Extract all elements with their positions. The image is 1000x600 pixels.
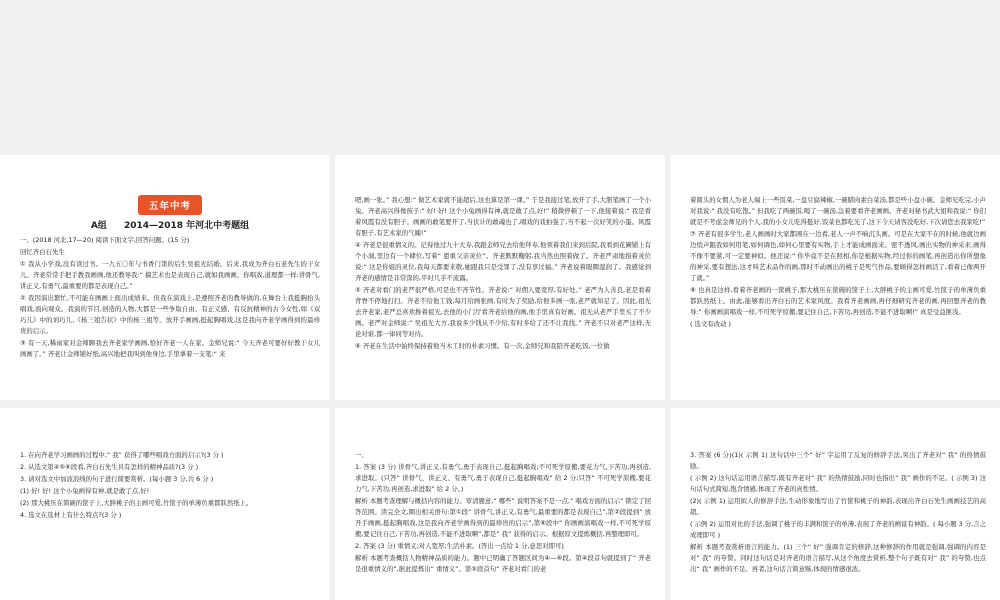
article-paragraph-6-cont: 着圆头的女佣人为老人端上一些饭菜,一盘豆腐辣椒,一碗腊肉素白菜汤,都是些小盘小碗。金师兄吃完,小声对我说:“ 我没有吃饱。” 但我吃了两碗饭,喝了一碗汤,急着要看齐老画画。齐老对秘书武大姐和我说:“ 你们就是不考虑金师兄的个人,我的小女儿吃得挺好,饭菜也都吃光了,这下今天请客没吃好,下次请您去我家吃!” — [690, 196, 986, 227]
question-3-2: (2) 那大桃压在简碗的筐子上,大胖桃子的主画可爱,竹筐子的单薄负重都跃然纸上。 — [20, 499, 253, 508]
page-top-left — [0, 155, 330, 400]
answer-2: 2. 答案 (3 分) 重情义;对人宽厚;生活朴素。(答出一点给 1 分,意思对即可) — [355, 542, 564, 551]
answer-section-label: 一、 — [355, 451, 368, 459]
page-top-right — [670, 155, 1000, 400]
article-paragraph-7: ⑦ 齐老有很多学生,老人画画时大家都围在一边看,老人一声不响沉头画。可是在大家不在的时候,他就边画边悄声跟我如何用笔,如何调色,如何心里要有实物,手上才能成画面来。密不透风,画出实物的神采来,画得不像不要紧,可一定要神似。他还说:“ 你毕竟不是在照相,你是根据实物,经过你的画笔,再创造出你所想象的神采,要有想法,这才叫艺术品作的画,那时不动画出的桃子是死气作品,要顾得怎样画活了,看着已像两开了就。” — [690, 230, 986, 283]
article-paragraph-2: ② 我因演出繁忙,不可能在画画上面出成绩来。但我在演戏上,是遵照齐老的教导做的,在舞台上我挺胸抬头唱戏,面向观众。我演的节目,创造的人物,大都是一些争取自由、有正义感、有反抗精神的古今女性,如《双巧儿》中的刘巧儿,《杨三姐告状》中的杨三姐等。放开手画画,挺起胸唱戏,这是我向齐老学画得到的最珍贵的启示。 — [20, 294, 320, 336]
section-badge: 五年中考 — [138, 195, 202, 215]
page-bottom-middle — [335, 408, 665, 600]
analysis-2: 解析 本题考查概括人物精神品质的能力。题中已明确了答题区间为④—⑥段。第④段首句就提到了“ 齐老是很重情义的”,据此提炼出“ 重情义”。第⑤段首句“ 齐老对看门的老 — [355, 554, 651, 574]
article-paragraph-8: ⑧ 也真是这样,看着齐老画的一筐桃子,那大桃压在筐碗的筐子上,大胖桃子的主画可爱,竹筐子的单薄负重都跃然纸上。由此,能够看出齐白石的艺术家风度。我看齐老画画,再仔细研究齐老的画,再回想齐老的教导:“ 你画画演唱戏一样,不可死学原搬,要记住自己,下苦功,再创造,不能不进取啊!” 真是受益匪浅。 — [690, 286, 986, 317]
article-paragraph-4: ④ 齐老是很重情义的。记得他过九十大寿,我跟金师兄去给他拜寿,他领着我们来到后院,我看到花圃铺上有个小洞,里边有一个肆位,写着“ 恩重父亲灵位”。齐老默默鞠躬,我当然也照着做了。齐老严肃地指着灵位说:“ 这是你姐的灵位,我每天都要来敬,她跟我只是受罪了,没有享过福。” 齐老说着眼圈湿润了。我感觉到齐老的感情是非常深的,平时几乎不流露。 — [355, 241, 651, 283]
answer-3-part-2-example-2: ( 示例 2) 运用对比的手法,强调了桃子的丰满和筐子的单薄,表现了齐老的画富有神韵。( 每小题 3 分,言之成理即可 ) — [690, 520, 986, 540]
analysis-1: 解析 本题考查理解与概括内容的能力。审清题意,“ 哪些” 说明答案不是一点,“ 唱戏方面的启示” 锁定了回答范围。读完全文,圈出相关语句:第①段“ 讲骨气,讲正义,有勇气,最重要的都是表现自己”,第②段提到“ 放开手画画,挺起胸唱戏,这是我向齐老学画得到的最珍贵的启示”,第⑧段中“ 你画画演唱戏一样,不可死学原搬,要记住自己,下苦功,再创造,不能不进取啊”,都是“ 我” 获得的启示。根据原文提炼概括,再整理即可。 — [355, 497, 651, 539]
page-bottom-right — [670, 408, 1000, 600]
article-title: 回忆齐白石先生 — [20, 248, 65, 257]
group-title — [20, 218, 320, 231]
answer-3: 3. 答案 (6 分)(1)( 示例 1) 这句话中三个“ 好” 字运用了反复的修辞手法,突出了齐老对“ 我” 的热情鼓励。 — [690, 451, 986, 471]
article-paragraph-6: ⑥ 齐老在生活中始终保持着他当木工时的朴素习惯。有一次,金师兄和我陪齐老吃饭,一位做 — [355, 342, 610, 351]
question-intro: 一、(2018 河北,17—20) 阅读下面文字,回答问题。(15 分) — [20, 236, 190, 244]
page-bottom-left — [0, 408, 330, 600]
question-3-1: (1) 好! 好! 这个小兔画得有神,就是敢了点,好! — [20, 487, 150, 496]
answer-1: 1. 答案 (3 分) 讲骨气,讲正义,有勇气,勇于表现自己,挺起胸唱戏;不可死学原搬,要花力气,下苦功,再创造,求进取。(只答“ 讲骨气、讲正义、有勇气,勇于表现自己,挺起胸唱戏” 给 2 分;只答“ 不可死学原搬,要花力气,下苦功,再创造,求进取” 给 2 分。) — [355, 463, 651, 494]
group-label: A组 — [90, 221, 107, 231]
question-4: 4. 选文在选材上有什么特点?(3 分 ) — [20, 511, 122, 520]
question-3: 3. 请对选文中加波浪线的句子进行简要赏析。(每小题 3 分,共 6 分 ) — [20, 475, 214, 484]
analysis-3: 解析 本题考查赏析语言的能力。(1) 三个“ 好” 强调肯定的修辞,这种修辞的作用就是强调,强调的内容是对“ 我” 的夸赞。同时这句话是对齐老的语言描写,从这个角度去赏析,整个句子既有对“ 我” 的夸赞,也点出“ 我” 画作的不足。再者,这句话言简意赅,体现的情感很浓。 — [690, 543, 986, 574]
article-paragraph-1: ① 我从小学戏,没有读过书。一九五〇年与书香门第的后生吴祖光结婚。后来,我成为齐白石老先生的干女儿。齐老常常手把手教我画画,他还教导我:“ 搞艺术也是表现自己,就如我画画、你唱戏,道理都一样:讲骨气,讲正义,有勇气,最重要的都是表现自己。” — [20, 260, 320, 291]
answer-3-example-2: ( 示例 2) 这句话运用语言描写,既有齐老对“ 我” 的热情鼓励,同时也指出“ 我” 画作的不足。( 示例 3) 这句话句式简短,饱含情感,体现了齐老的真性情。 — [690, 474, 986, 494]
question-2: 2. 从选文第④⑤⑥段看,齐白石先生具有怎样的精神品质?(3 分 ) — [20, 463, 199, 472]
article-paragraph-3-cont: 吧,画一张。” 我心想:“ 做艺术家就不能超后,这也算是第一课。” 于是我接过笔,放开了手,大胆笔画了一个小兔。齐老高兴得像孩子:“ 好! 好! 这个小兔画得有神,就是敢了点,好!” 稍微停顿了一下,他接着说:“ 我是看着风霞有没有胆子。画画的敢笔要开了,当伏计的敢魂也了,唱戏的戏拍强了,当不起一次好笑的小蛋。风霞有胆子,有艺术家的气魄!” — [355, 196, 651, 238]
answer-3-part-2: (2)( 示例 1) 运用拟人的修辞手法,生动形象地写出了竹筐和桃子的神韵,表现出齐白石先生画画技艺的高超。 — [690, 497, 986, 517]
article-paragraph-3: ③ 有一天,稀雨家对金师聊我去齐老家学画画,恰好齐老一人在家。金师兄说:“ 今天齐老可要好好教干女儿画画了。” 齐老让金师铺好纸,高兴地把我叫到他身边,手里拿着一支笔:“ 来 — [20, 339, 320, 359]
source-note: ( 选文有改动 ) — [690, 320, 732, 329]
question-1: 1. 在向齐老学习画画的过程中,“ 我” 获得了哪些唱戏方面的启示?(3 分 ) — [20, 451, 224, 459]
badge-wrap — [20, 194, 320, 215]
article-paragraph-5: ⑤ 齐老对看门的老严很严格,可是也不吝节性。齐老说:“ 对佣人要宽厚,有好处。” 老严为人善良,老是看着背脊不停地打扫。齐老不给他工钱,每月给画张画,有时为了奖励,给他多画一张,老严就知足了。因此,祖光去齐老家,老严总喜欢搀着祖光,去他的小门厅看齐老给他的画,他手里真有好画。祖光从老严手里买了不少画。老严对金师说:“ 吴祖光大方,我说多少钱从不少给,有时多给了还不让我找。” 齐老不只对老严这样,无论对谁,都一律同等对待。 — [355, 286, 651, 339]
group-subtitle: 2014—2018 年河北中考题组 — [123, 221, 250, 231]
page-top-middle — [335, 155, 665, 400]
